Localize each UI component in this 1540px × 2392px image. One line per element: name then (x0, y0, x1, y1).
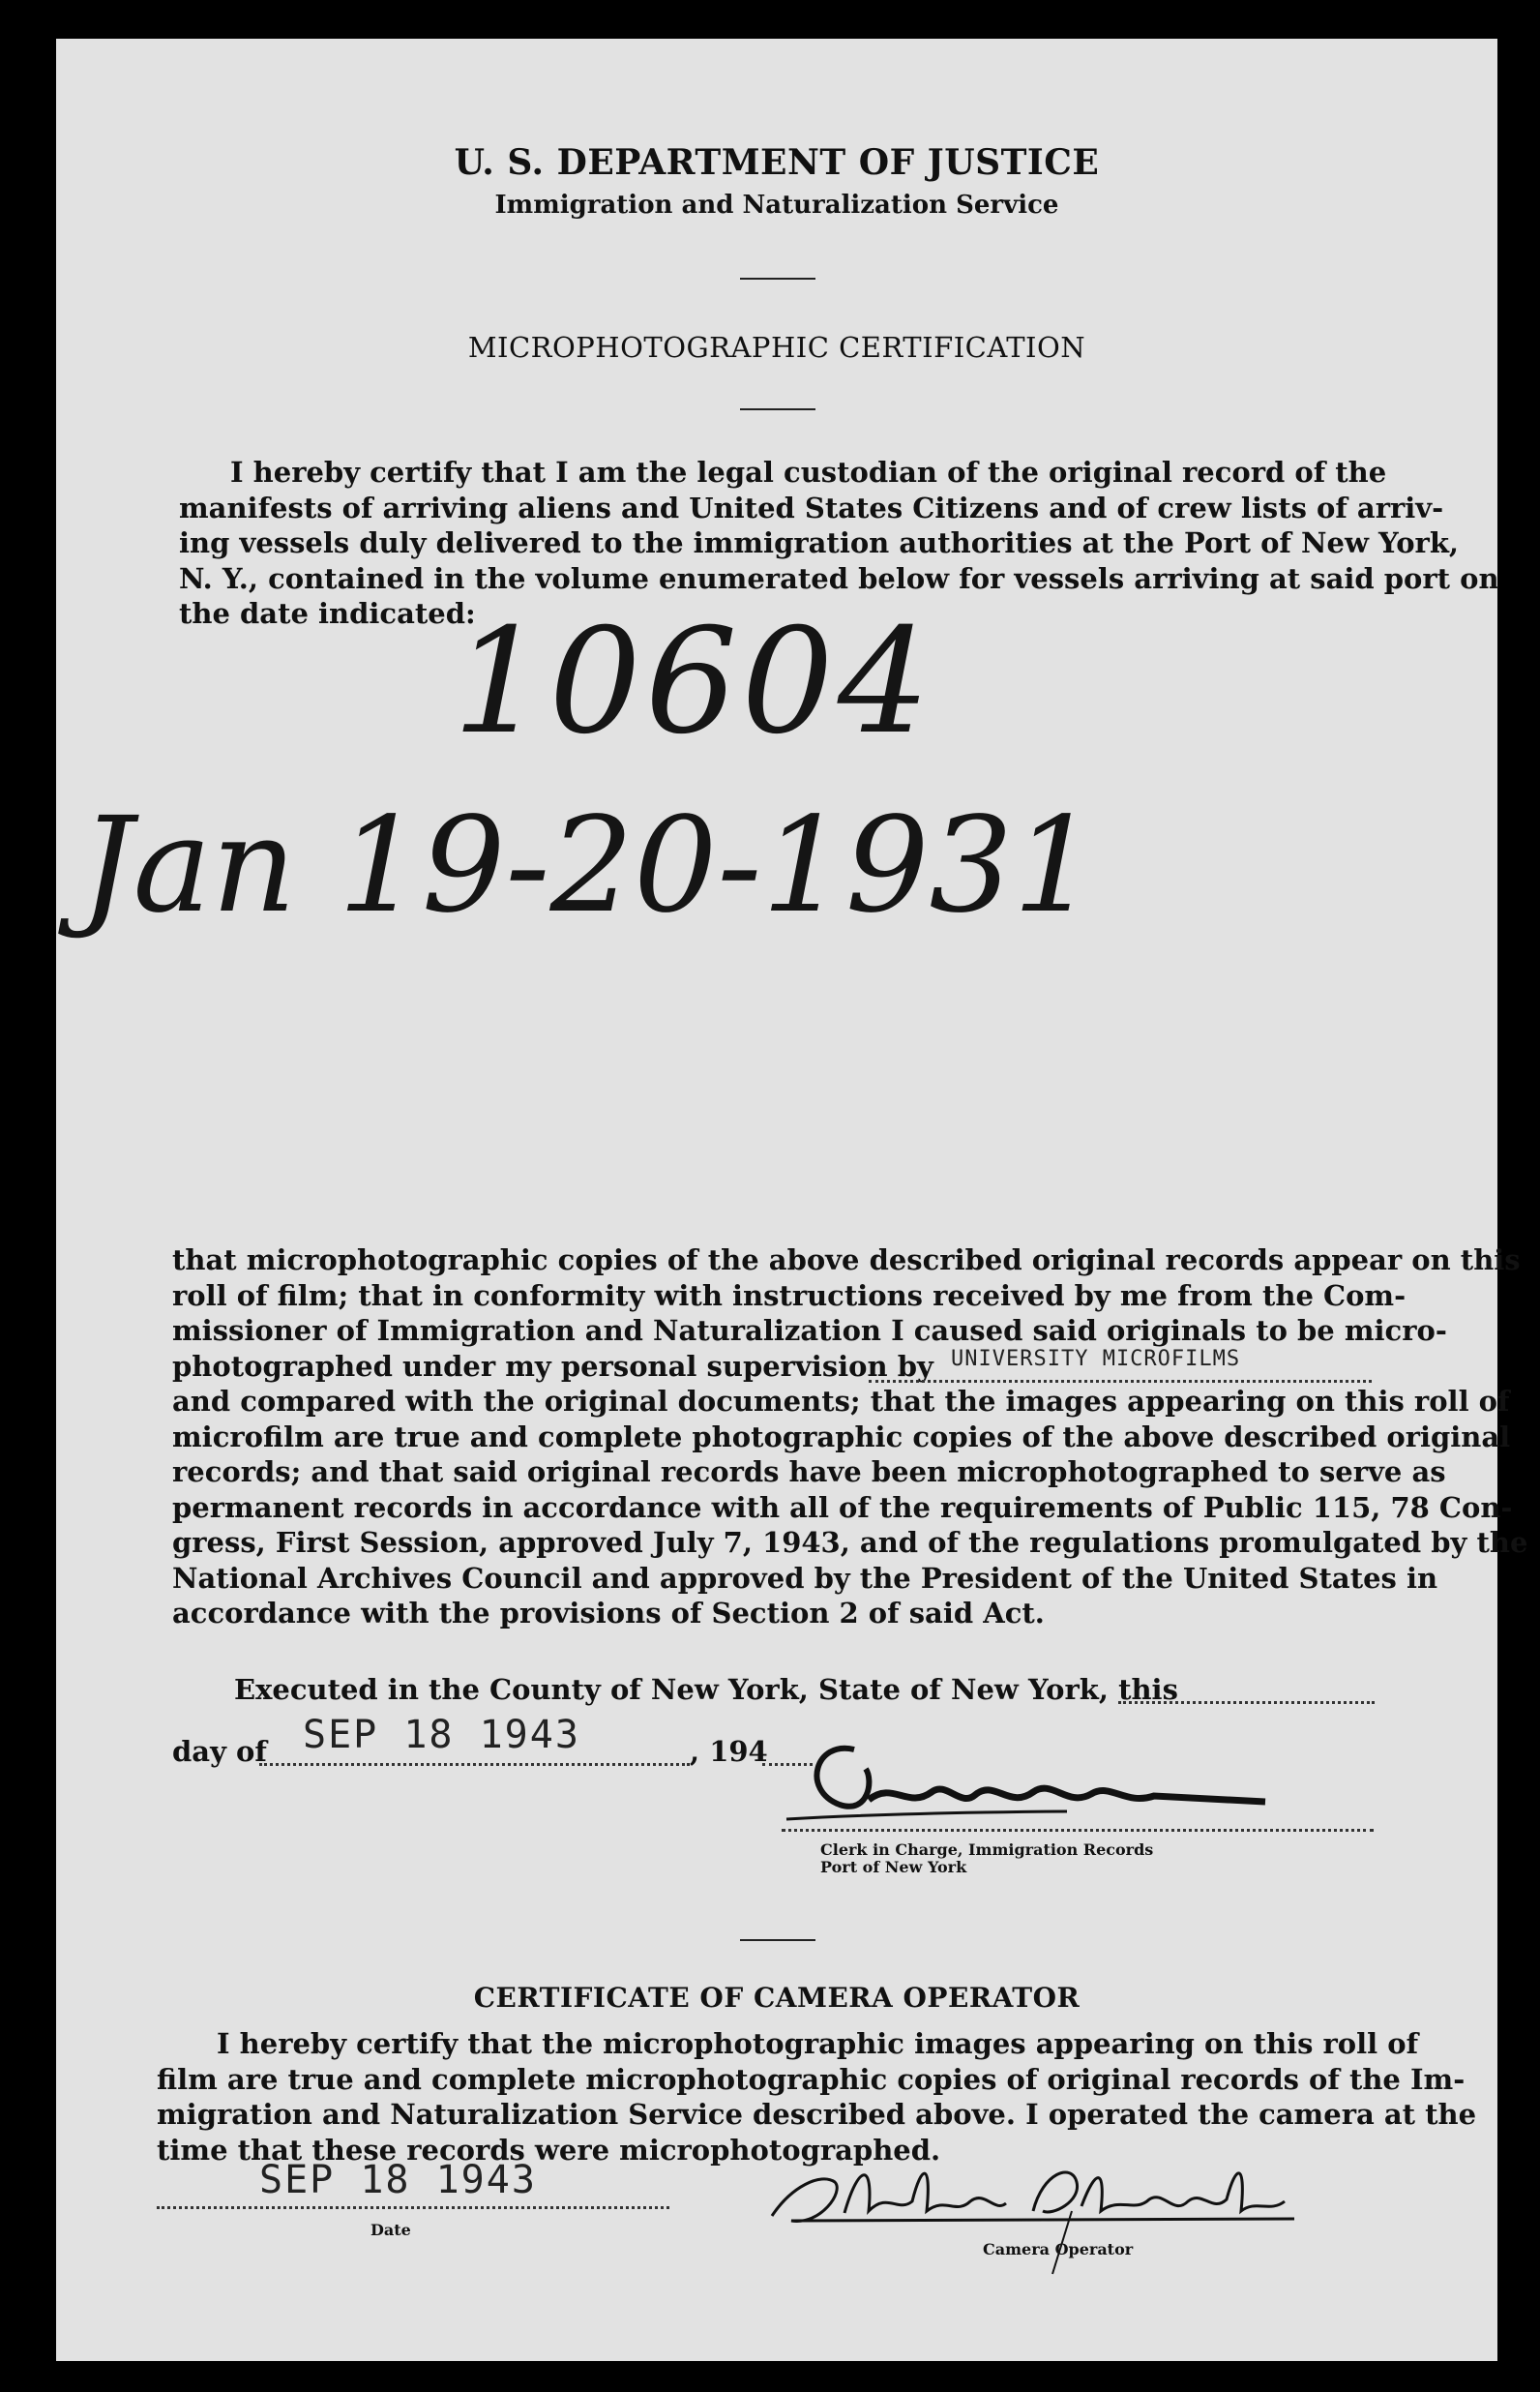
compared-paragraph (172, 1384, 1528, 1631)
executed-day-blank (1118, 1701, 1375, 1704)
paragraph-line: I hereby certify that the microphotographic images appearing on this roll of (217, 2027, 1419, 2060)
paragraph-line: N. Y., contained in the volume enumerated below for vessels arriving at said port on (179, 561, 1499, 595)
clerk-caption-title: Clerk in Charge, Immigration Records (820, 1840, 1154, 1859)
paragraph-line: I hereby certify that I am the legal custodian of the original record of the (230, 456, 1387, 489)
department-heading: U. S. DEPARTMENT OF JUSTICE (454, 142, 1100, 183)
paragraph-line: roll of film; that in conformity with instructions received by me from the Com- (172, 1278, 1407, 1312)
paragraph-line: ing vessels duly delivered to the immigration authorities at the Port of New York, (179, 526, 1460, 559)
paragraph-line: missioner of Immigration and Naturalization I caused said originals to be micro- (172, 1314, 1447, 1347)
paragraph-line: National Archives Council and approved by the President of the United States in (172, 1561, 1438, 1595)
day-of-label: day of (172, 1735, 267, 1768)
camera-operator-caption: Camera Operator (983, 2240, 1134, 2258)
paragraph-line: manifests of arriving aliens and United States Citizens and of crew lists of arriv- (179, 491, 1444, 524)
day-of-blank (259, 1763, 690, 1766)
date-caption: Date (370, 2221, 411, 2239)
paragraph-line: records; and that said original records have been microphotographed to serve as (172, 1455, 1446, 1488)
handwritten-dates: Jan 19-20-1931 (80, 790, 1097, 942)
year-prefix: , 194 (690, 1735, 768, 1768)
camera-date-stamp: SEP 18 1943 (259, 2158, 537, 2202)
certificate-page (56, 39, 1528, 2361)
execution-date-stamp: SEP 18 1943 (303, 1713, 580, 1757)
camera-date-line (157, 2206, 669, 2209)
camera-divider (740, 1939, 815, 1941)
paragraph-line: time that these records were microphotographed. (157, 2133, 941, 2167)
paragraph-line: the date indicated: (179, 597, 476, 630)
paragraph-line: microfilm are true and complete photographic copies of the above described original (172, 1420, 1511, 1453)
executed-text: Executed in the County of New York, State of New York, this (234, 1673, 1178, 1706)
paragraph-line: accordance with the provisions of Section 2 of said Act. (172, 1597, 1045, 1630)
paragraph-line: migration and Naturalization Service described above. I operated the camera at the (157, 2098, 1477, 2131)
service-subheading: Immigration and Naturalization Service (494, 191, 1059, 220)
paragraph-line: that microphotographic copies of the above described original records appear on this (172, 1243, 1521, 1276)
title-divider (740, 408, 815, 410)
handwritten-volume-number: 10604 (453, 598, 934, 766)
clerk-signature-line (782, 1829, 1374, 1832)
form-title: MICROPHOTOGRAPHIC CERTIFICATION (467, 331, 1086, 364)
paragraph-line: gress, First Session, approved July 7, 1943, and of the regulations promulgated by the (172, 1526, 1528, 1559)
microfilmer-blank-line (869, 1380, 1372, 1383)
paragraph-line: permanent records in accordance with all of the requirements of Public 115, 78 Con- (172, 1490, 1513, 1524)
header-divider (740, 278, 815, 280)
paragraph-line: photographed under my personal supervision by (172, 1349, 933, 1383)
camera-operator-signature (753, 2143, 1372, 2288)
clerk-signature (777, 1722, 1318, 1839)
camera-certificate-title: CERTIFICATE OF CAMERA OPERATOR (473, 1982, 1081, 2014)
paragraph-line: and compared with the original documents; that the images appearing on this roll of (172, 1385, 1510, 1418)
paragraph-line: film are true and complete microphotographic copies of original records of the Im- (157, 2062, 1466, 2096)
clerk-caption-port: Port of New York (820, 1858, 967, 1876)
microfilmer-stamp: UNIVERSITY MICROFILMS (951, 1347, 1241, 1371)
